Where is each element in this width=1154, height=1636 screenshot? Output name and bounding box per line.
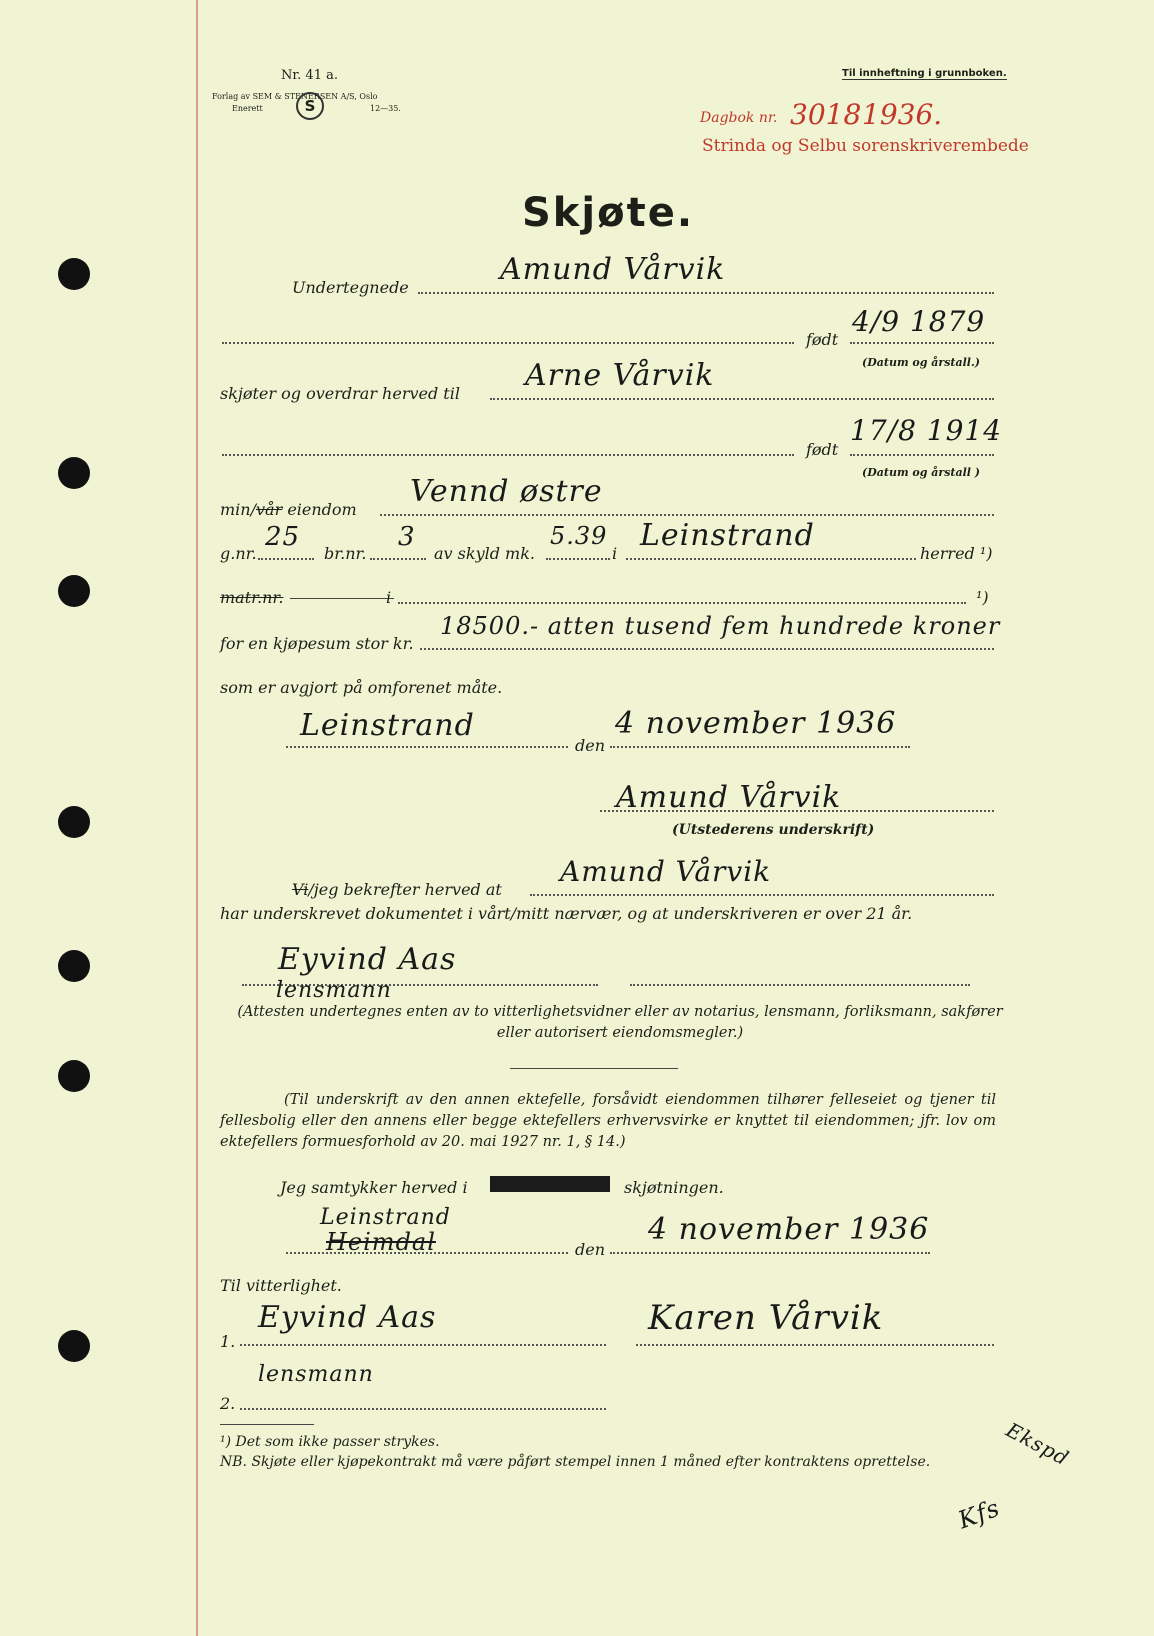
dagbok-year: 1936. [862,98,943,131]
property-label: min/vår eiendom [220,500,357,519]
bnr-label: br.nr. [324,544,367,563]
consent-prefix: Jeg samtykker herved i [280,1178,468,1197]
consent-suffix: skjøtningen. [624,1178,724,1197]
form-number: Nr. 41 a. [281,68,338,83]
bnr-value: 3 [398,522,416,552]
property-name: Vennd østre [410,474,603,509]
seller-label: Undertegnede [292,278,409,297]
margin-rule [196,0,198,1636]
document-title: Skjøte. [522,190,695,236]
attestation-note: (Attesten undertegnes enten av to vitterlighetsvidner eller av notarius, lensmann, forliksmann, sakfører eller autorisert eiendomsmegler.) [237,1004,1003,1041]
gnr-label: g.nr. [220,544,257,563]
punch-hole [58,457,90,489]
price-value: 18500.- atten tusend fem hundrede kroner [440,612,1001,640]
attestation-label: Vi/jeg bekrefter herved at [292,880,502,899]
attestation-witness-signature: Eyvind Aas [278,942,457,977]
office-stamp: Strinda og Selbu sorenskriverembede [702,136,1029,156]
copyright: Enerett [232,104,263,113]
spouse-den-label: den [575,1240,606,1259]
buyer-date-hint: (Datum og årstall ) [862,466,980,479]
form-date: 12—35. [370,104,401,113]
attestation-witness-title: lensmann [276,978,392,1003]
seller-born-label: født [806,330,839,349]
dagbok-number: 3018 [790,98,862,131]
seller-born-date: 4/9 1879 [852,305,986,338]
seller-name: Amund Vårvik [500,252,726,287]
matr-note: ¹) [976,588,989,607]
seller-date-hint: (Datum og årstall.) [862,356,980,369]
witness-1-signature: Eyvind Aas [258,1300,437,1335]
issuer-signature-caption: (Utstederens underskrift) [672,822,875,838]
price-label: for en kjøpesum stor kr. [220,634,414,653]
skyld-value: 5.39 [550,522,608,550]
vitterlighet-label: Til vitterlighet. [220,1276,342,1295]
grunnbok-note: Til innheftning i grunnboken. [842,68,1007,79]
witness-1-title: lensmann [258,1362,374,1387]
matr-label: matr.nr. [220,588,284,607]
signing-den-label: den [575,736,606,755]
punch-hole [58,575,90,607]
punch-hole [58,950,90,982]
punch-hole [58,1060,90,1092]
margin-initials: Ekspd [1002,1417,1074,1471]
i-label: i [612,544,618,563]
matr-i: i [386,588,392,607]
spouse-paragraph: (Til underskrift av den annen ektefelle, forsåvidt eiendommen tilhører felleseiet og tjener til fellesbolig eller den annens eller begge ektefellers erhvervsvirke er knyttet til eiendommen; jfr. lov om ektefellers formuesforhold av 20. mai 1927 nr. 1, § 14.) [220,1092,996,1150]
signing-place: Leinstrand [300,708,475,743]
buyer-label: skjøter og overdrar herved til [220,384,460,403]
publisher-logo: S [296,92,324,120]
issuer-signature: Amund Vårvik [616,780,842,815]
punch-hole [58,1330,90,1362]
spouse-date: 4 november 1936 [648,1212,930,1247]
witness-2-number: 2. [220,1394,236,1413]
herred-label: herred ¹) [920,544,993,563]
punch-hole [58,806,90,838]
herred-value: Leinstrand [640,518,815,553]
punch-hole [58,258,90,290]
attestation-name: Amund Vårvik [560,855,772,888]
footnote-nb: NB. Skjøte eller kjøpekontrakt må være påført stempel innen 1 måned efter kontraktens oprettelse. [220,1454,931,1470]
spouse-place-struck: Heimdal [326,1228,436,1256]
witness-1-number: 1. [220,1332,236,1351]
attestation-statement: har underskrevet dokumentet i vårt/mitt nærvær, og at underskriveren er over 21 år. [220,904,913,923]
bottom-initials: Kfs [954,1493,1004,1535]
price-agreed: som er avgjort på omforenet måte. [220,678,503,697]
gnr-value: 25 [265,522,301,552]
publisher-line: Forlag av SEM & STENERSEN A/S, Oslo [212,92,378,101]
footnote-1: ¹) Det som ikke passer strykes. [220,1434,440,1450]
dagbok-label: Dagbok nr. [700,110,778,126]
skyld-label: av skyld mk. [434,544,536,563]
buyer-born-label: født [806,440,839,459]
buyer-name: Arne Vårvik [525,358,715,393]
signing-date: 4 november 1936 [615,706,897,741]
buyer-born-date: 17/8 1914 [850,414,1003,447]
spouse-place: Leinstrand [320,1205,451,1230]
redacted-box [490,1176,610,1192]
spouse-signature: Karen Vårvik [648,1298,884,1338]
